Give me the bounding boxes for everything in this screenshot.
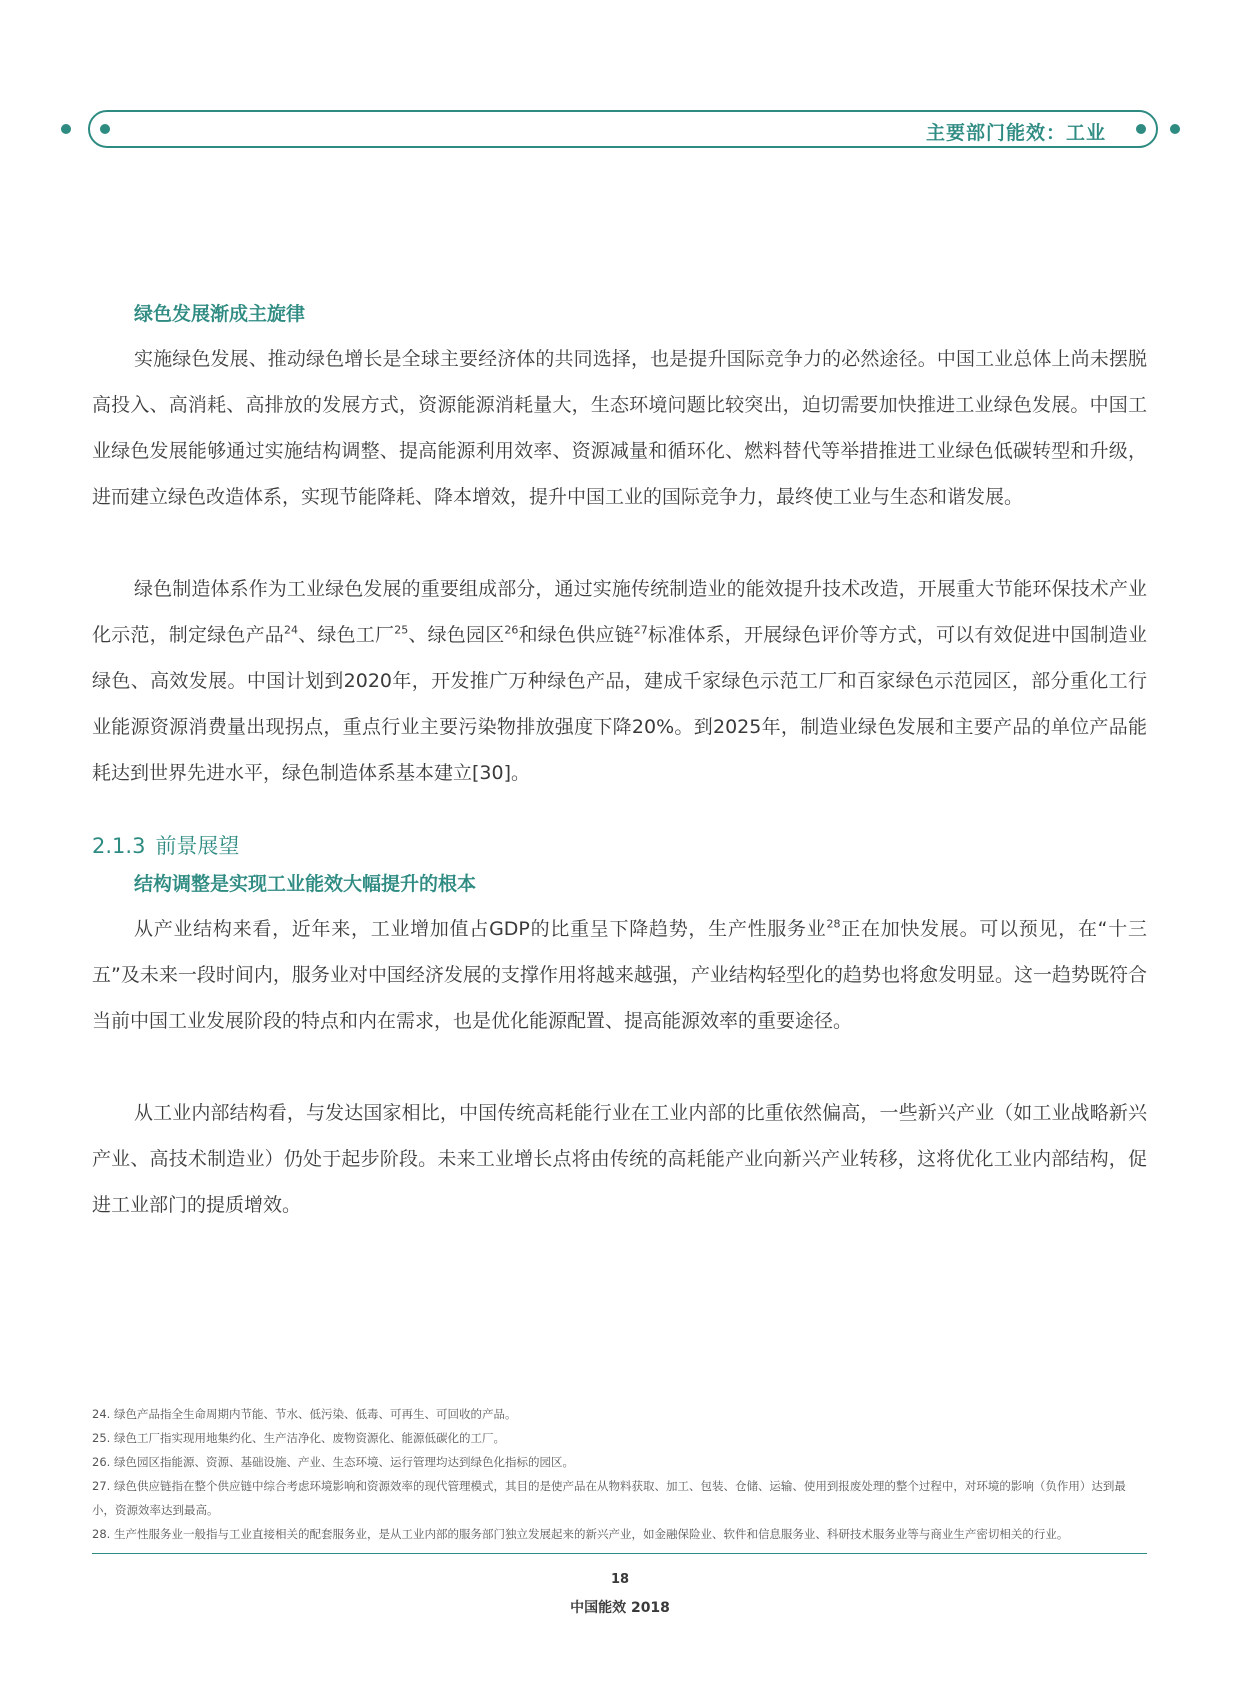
header-bar [88, 110, 1158, 148]
paragraph-green-manufacturing: 绿色制造体系作为工业绿色发展的重要组成部分，通过实施传统制造业的能效提升技术改造，开展重大节能环保技术产业化示范，制定绿色产品$^{24}$、绿色工厂$^{25}$、绿色园区$^{26}$和绿色供应链$^{27}$标准体系，开展绿色评价等方式，可以有效促进中国制造业绿色、高效发展。中国计划到2020年，开发推广万种绿色产品，建成千家绿色示范工厂和百家绿色示范园区，部分重化工行业能源资源消费量出现拐点，重点行业主要污染物排放强度下降20%。到2025年，制造业绿色发展和主要产品的单位产品能耗达到世界先进水平，绿色制造体系基本建立[30]。 [92, 578, 1147, 784]
footnote-divider [92, 1553, 1147, 1554]
section-number: 2.1.3 [92, 834, 146, 858]
footnote-25: 25. 绿色工厂指实现用地集约化、生产洁净化、废物资源化、能源低碳化的工厂。 [92, 1431, 505, 1445]
main-content [92, 300, 1147, 1228]
page-number: 18 [610, 1572, 630, 1587]
footnote-ref-27[interactable]: 27 [633, 623, 648, 637]
section-heading-outlook [92, 830, 1147, 862]
paragraph-internal-structure: 从工业内部结构看，与发达国家相比，中国传统高耗能行业在工业内部的比重依然偏高，一些新兴产业（如工业战略新兴产业、高技术制造业）仍处于起步阶段。未来工业增长点将由传统的高耗能产业向新兴产业转移，这将优化工业内部结构，促进工业部门的提质增效。 [92, 1102, 1147, 1216]
subheading-green-development: 绿色发展渐成主旋律 [134, 303, 306, 325]
header-inner-right-dot [1136, 124, 1146, 134]
footnote-27: 27. 绿色供应链指在整个供应链中综合考虑环境影响和资源效率的现代管理模式，其目的是使产品在从物料获取、加工、包装、仓储、运输、使用到报废处理的整个过程中，对环境的影响（负作用）达到最小，资源效率达到最高。 [92, 1479, 1126, 1517]
subheading-structural-adjustment: 结构调整是实现工业能效大幅提升的根本 [134, 873, 477, 895]
section-title: 前景展望 [155, 834, 240, 858]
header-right-dot [1170, 124, 1180, 134]
paragraph-green-development: 实施绿色发展、推动绿色增长是全球主要经济体的共同选择，也是提升国际竞争力的必然途径。中国工业总体上尚未摆脱高投入、高消耗、高排放的发展方式，资源能源消耗量大，生态环境问题比较突出，迫切需要加快推进工业绿色发展。中国工业绿色发展能够通过实施结构调整、提高能源利用效率、资源减量和循环化、燃料替代等举措推进工业绿色低碳转型和升级，进而建立绿色改造体系，实现节能降耗、降本增效，提升中国工业的国际竞争力，最终使工业与生态和谐发展。 [92, 348, 1147, 508]
footnote-ref-25[interactable]: 25 [394, 623, 409, 637]
footnote-ref-24[interactable]: 24 [284, 623, 298, 637]
footnotes [92, 1402, 1147, 1546]
header-left-dot [61, 124, 71, 134]
footnote-ref-28[interactable]: 28 [826, 917, 841, 931]
footnote-26: 26. 绿色园区指能源、资源、基础设施、产业、生态环境、运行管理均达到绿色化指标的园区。 [92, 1455, 574, 1469]
footnote-ref-26[interactable]: 26 [504, 623, 519, 637]
header-inner-left-dot [100, 124, 110, 134]
footnote-24: 24. 绿色产品指全生命周期内节能、节水、低污染、低毒、可再生、可回收的产品。 [92, 1407, 517, 1421]
footnote-28: 28. 生产性服务业一般指与工业直接相关的配套服务业，是从工业内部的服务部门独立发展起来的新兴产业，如金融保险业、软件和信息服务业、科研技术服务业等与商业生产密切相关的行业。 [92, 1527, 1069, 1541]
paragraph-industry-structure: 从产业结构来看，近年来，工业增加值占GDP的比重呈下降趋势，生产性服务业$^{28}$正在加快发展。可以预见，在“十三五”及未来一段时间内，服务业对中国经济发展的支撑作用将越来越强，产业结构轻型化的趋势也将愈发明显。这一趋势既符合当前中国工业发展阶段的特点和内在需求，也是优化能源配置、提高能源效率的重要途径。 [92, 917, 1147, 1032]
publication-title: 中国能效 2018 [570, 1600, 670, 1616]
header-title: 主要部门能效：工业 [925, 122, 1106, 144]
